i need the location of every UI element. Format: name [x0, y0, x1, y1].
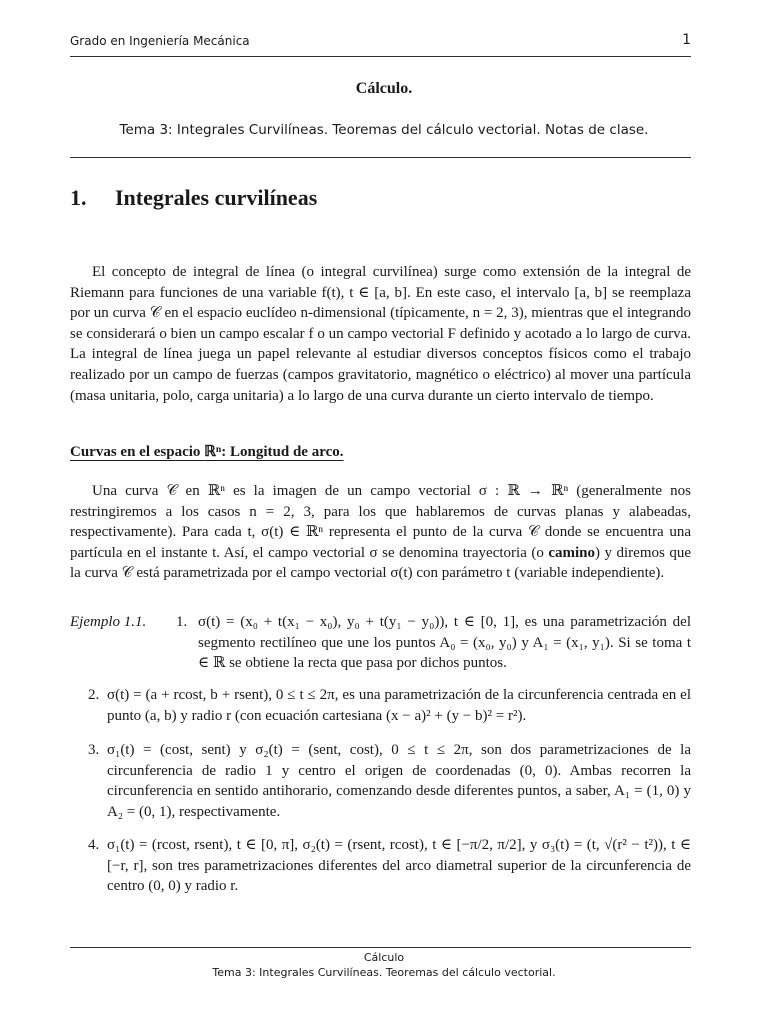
item-text: σ(t) = (x₀ + t(x₁ − x₀), y₀ + t(y₁ − y₀)), t ∈ [0, 1], es una parametrización del segmento rectilíneo que une los puntos A₀ = (x₀, y₀) y A₁ = (x₁, y₁). Si se toma t ∈ ℝ se obtiene la recta que pasa por dichos puntos. — [198, 614, 691, 672]
section-heading — [70, 185, 317, 211]
item-number: 4. — [88, 837, 100, 853]
document-title: Cálculo. — [355, 80, 413, 97]
title-divider — [70, 157, 691, 158]
item-text: σ₁(t) = (cost, sent) y σ₂(t) = (sent, cost), 0 ≤ t ≤ 2π, son dos parametrizaciones de la circunferencia de radio 1 y centro el origen de coordenadas (0, 0). Ambas recorren la circunferencia en sentido antihorario, comenzando desde diferentes puntos, a saber, A₁ = (1, 0) y A₂ = (0, 1), respectivamente. — [107, 742, 691, 820]
item-text: σ₁(t) = (rcost, rsent), t ∈ [0, π], σ₂(t) = (rsent, rcost), t ∈ [−π/2, π/2], y σ₃(t) = (t, √(r² − t²)), t ∈ [−r, r], son tres parametrizaciones diferentes del arco diametral superior de la circunferencia de centro (0, 0) y radio r. — [107, 837, 691, 895]
footer-line-1: Cálculo — [363, 951, 405, 964]
example-label: Ejemplo 1.1. — [70, 614, 147, 630]
section-title: Integrales curvilíneas — [115, 185, 318, 210]
page-header — [70, 34, 691, 48]
curves-paragraph-part2: ) y diremos que la curva 𝒞 está parametrizada por el campo vectorial σ(t) con parámetro t (variable independiente). — [70, 544, 691, 582]
footer-divider — [70, 947, 691, 948]
curves-paragraph — [70, 481, 691, 584]
item-number: 3. — [88, 742, 100, 758]
example-item-3 — [88, 740, 691, 822]
course-name: Grado en Ingeniería Mecánica — [70, 34, 250, 48]
curves-paragraph-part1: Una curva 𝒞 en ℝⁿ es la imagen de un campo vectorial σ : ℝ → ℝⁿ (generalmente nos restringiremos a los casos n = 2, 3, para los que hablaremos de curvas planas y alabeadas, respectivamente). Para cada t, σ(t) ∈ ℝⁿ representa el punto de la curva 𝒞 donde se encuentra una partícula en el instante t. Así, el campo vectorial σ se denomina trayectoria (o — [70, 483, 691, 561]
example-item-2 — [88, 685, 691, 726]
example-item-4 — [88, 835, 691, 897]
item-number: 1. — [176, 614, 188, 630]
footer-line-2: Tema 3: Integrales Curvilíneas. Teoremas del cálculo vectorial. — [212, 966, 556, 979]
item-number: 2. — [88, 687, 100, 703]
page-number: 1 — [682, 32, 691, 48]
subsection-heading: Curvas en el espacio ℝⁿ: Longitud de arco. — [70, 444, 344, 460]
example-item-1 — [176, 612, 691, 674]
header-divider — [70, 56, 691, 57]
intro-paragraph: El concepto de integral de línea (o integral curvilínea) surge como extensión de la integral de Riemann para funciones de una variable f(t), t ∈ [a, b]. En este caso, el intervalo [a, b] se reemplaza por un curva 𝒞 en el espacio euclídeo n-dimensional (típicamente, n = 2, 3), mientras que el integrando se considerará o bien un campo escalar f o un campo vectorial F definido y acotado a lo largo de curva. La integral de línea juega un papel relevante al estudiar diversos conceptos físicos como el trabajo realizado por un campo de fuerzas (campos gravitatorio, magnético o eléctrico) al mover una partícula (masa unitaria, polo, carga unitaria) a lo largo de una curva durante un cierto intervalo de tiempo. — [70, 264, 691, 404]
term-camino: camino — [548, 544, 596, 561]
document-subtitle: Tema 3: Integrales Curvilíneas. Teoremas del cálculo vectorial. Notas de clase. — [119, 122, 649, 138]
section-number: 1. — [70, 185, 87, 210]
item-text: σ(t) = (a + rcost, b + rsent), 0 ≤ t ≤ 2π, es una parametrización de la circunferencia centrada en el punto (a, b) y radio r (con ecuación cartesiana (x − a)² + (y − b)² = r²). — [107, 687, 691, 724]
